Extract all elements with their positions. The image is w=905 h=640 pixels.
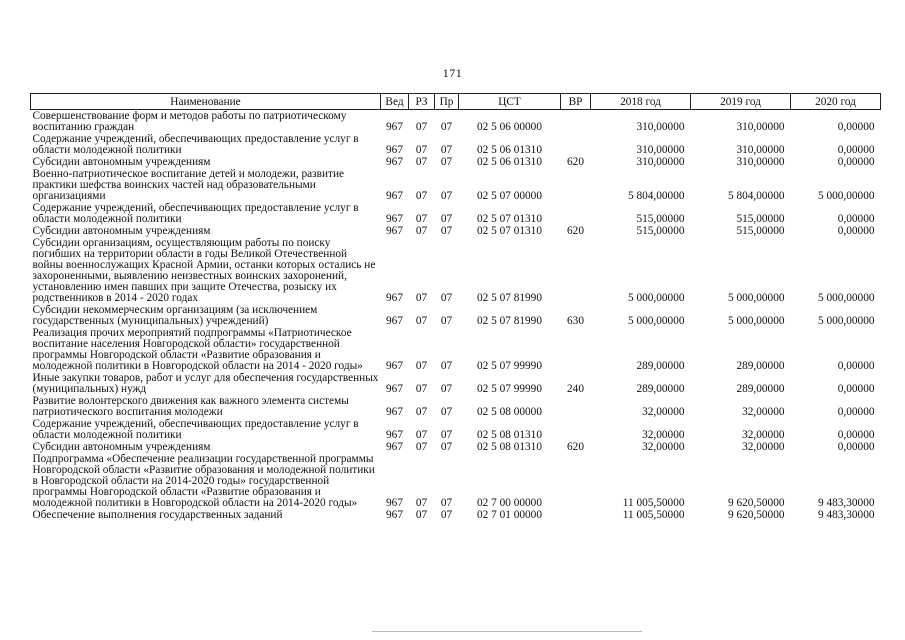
header-vr: ВР (561, 94, 591, 110)
row-cst: 02 5 07 81990 (477, 292, 542, 304)
row-amount-2019: 310,00000 (736, 121, 785, 133)
row-rz: 07 (415, 156, 428, 168)
row-amount-2018: 310,00000 (636, 144, 685, 156)
row-amount-2020: 5 000,00000 (818, 292, 875, 304)
row-ved: 967 (386, 144, 403, 156)
row-cst: 02 5 07 99990 (477, 383, 542, 395)
row-vr (561, 453, 591, 509)
table-row (31, 509, 881, 521)
row-pr: 07 (440, 144, 453, 156)
row-amount-2020: 9 483,30000 (818, 497, 875, 509)
row-rz: 07 (415, 497, 428, 509)
row-vr (561, 395, 591, 418)
table-row (31, 304, 881, 327)
row-ved: 967 (386, 121, 403, 133)
row-cst: 02 5 07 01310 (477, 225, 542, 237)
row-amount-2020: 0,00000 (837, 441, 875, 453)
row-amount-2020: 0,00000 (837, 213, 875, 225)
row-ved: 967 (386, 315, 403, 327)
row-cst: 02 5 08 01310 (477, 441, 542, 453)
row-amount-2020: 9 483,30000 (818, 509, 875, 521)
row-amount-2019: 5 804,00000 (728, 190, 785, 202)
row-vr (561, 237, 591, 304)
row-rz: 07 (415, 190, 428, 202)
row-amount-2019: 515,00000 (736, 213, 785, 225)
row-name: Субсидии некоммерческим организациям (за исключением государственных (муниципальных) учреждений) (32, 304, 318, 327)
row-cst: 02 5 07 01310 (477, 213, 542, 225)
row-pr: 07 (440, 121, 453, 133)
row-amount-2018: 32,00000 (642, 429, 685, 441)
row-amount-2020: 0,00000 (837, 144, 875, 156)
row-pr: 07 (440, 441, 453, 453)
table-body (31, 110, 881, 522)
row-pr: 07 (440, 292, 453, 304)
row-amount-2018: 5 000,00000 (628, 315, 685, 327)
row-ved: 967 (386, 156, 403, 168)
row-vr: 630 (567, 315, 584, 327)
header-name: Наименование (31, 94, 381, 110)
row-ved: 967 (386, 383, 403, 395)
row-name: Содержание учреждений, обеспечивающих предоставление услуг в области молодежной политики (32, 418, 359, 441)
row-amount-2020: 0,00000 (837, 225, 875, 237)
table-header (31, 94, 881, 110)
row-pr: 07 (440, 509, 453, 521)
row-amount-2020: 5 000,00000 (818, 190, 875, 202)
row-name: Содержание учреждений, обеспечивающих предоставление услуг в области молодежной политики (32, 202, 359, 225)
row-amount-2018: 289,00000 (636, 383, 685, 395)
row-amount-2019: 289,00000 (736, 360, 785, 372)
table-row (31, 418, 881, 441)
row-pr: 07 (440, 406, 453, 418)
row-amount-2018: 289,00000 (636, 360, 685, 372)
row-pr: 07 (440, 225, 453, 237)
row-vr (561, 418, 591, 441)
table-row (31, 441, 881, 453)
row-amount-2020: 0,00000 (837, 360, 875, 372)
row-amount-2019: 5 000,00000 (728, 315, 785, 327)
row-rz: 07 (415, 144, 428, 156)
row-ved: 967 (386, 292, 403, 304)
row-amount-2018: 11 005,50000 (622, 497, 685, 509)
row-vr: 620 (567, 156, 584, 168)
row-amount-2019: 515,00000 (736, 225, 785, 237)
row-amount-2020: 0,00000 (837, 121, 875, 133)
row-vr (561, 202, 591, 225)
row-ved: 967 (386, 213, 403, 225)
row-name: Субсидии автономным учреждениям (32, 156, 211, 168)
row-ved: 967 (386, 406, 403, 418)
table-row (31, 110, 881, 134)
row-rz: 07 (415, 121, 428, 133)
header-cst: ЦСТ (459, 94, 561, 110)
budget-table (30, 93, 881, 521)
header-pr: Пр (435, 94, 459, 110)
row-rz: 07 (415, 315, 428, 327)
row-pr: 07 (440, 315, 453, 327)
table-row (31, 133, 881, 156)
row-rz: 07 (415, 360, 428, 372)
row-cst: 02 7 01 00000 (477, 509, 542, 521)
row-name: Развитие волонтерского движения как важного элемента системы патриотического воспитания молодежи (32, 395, 349, 418)
row-rz: 07 (415, 429, 428, 441)
row-amount-2019: 310,00000 (736, 156, 785, 168)
row-rz: 07 (415, 509, 428, 521)
page-number: 171 (442, 66, 463, 80)
row-amount-2018: 11 005,50000 (622, 509, 685, 521)
row-cst: 02 5 08 01310 (477, 429, 542, 441)
row-name: Содержание учреждений, обеспечивающих предоставление услуг в области молодежной политики (32, 133, 359, 156)
row-amount-2019: 5 000,00000 (728, 292, 785, 304)
row-vr: 240 (567, 383, 584, 395)
row-rz: 07 (415, 292, 428, 304)
row-name: Субсидии автономным учреждениям (32, 441, 211, 453)
row-amount-2019: 289,00000 (736, 383, 785, 395)
row-pr: 07 (440, 360, 453, 372)
row-name: Совершенствование форм и методов работы по патриотическому воспитанию граждан (32, 110, 347, 133)
row-name: Подпрограмма «Обеспечение реализации государственной программы Новгородской области «Развитие образования и молодежной политики в Новгородской области на 2014-2020 годы» государственной программы Новгородской области «Развитие образования и молодежной политики в Новгородской области на 2014-2020 годы» (32, 453, 375, 509)
row-rz: 07 (415, 213, 428, 225)
row-rz: 07 (415, 383, 428, 395)
row-pr: 07 (440, 383, 453, 395)
row-rz: 07 (415, 406, 428, 418)
row-name: Субсидии автономным учреждениям (32, 225, 211, 237)
row-cst: 02 5 08 00000 (477, 406, 542, 418)
row-name: Реализация прочих мероприятий подпрограммы «Патриотическое воспитание населения Новгородской области» государственной программы Новгородской области «Развитие образования и молодежной политики в Новгородской области на 2014 - 2020 годы» (32, 327, 363, 372)
row-pr: 07 (440, 156, 453, 168)
row-vr (561, 133, 591, 156)
row-ved: 967 (386, 441, 403, 453)
row-amount-2018: 515,00000 (636, 225, 685, 237)
row-vr: 620 (567, 225, 584, 237)
row-cst: 02 5 06 00000 (477, 121, 542, 133)
row-amount-2018: 5 804,00000 (628, 190, 685, 202)
row-cst: 02 5 06 01310 (477, 156, 542, 168)
row-ved: 967 (386, 509, 403, 521)
row-amount-2019: 9 620,50000 (728, 497, 785, 509)
row-amount-2020: 0,00000 (837, 429, 875, 441)
row-amount-2018: 515,00000 (636, 213, 685, 225)
row-amount-2018: 5 000,00000 (628, 292, 685, 304)
row-pr: 07 (440, 213, 453, 225)
table-row (31, 372, 881, 395)
row-amount-2019: 310,00000 (736, 144, 785, 156)
row-vr (561, 168, 591, 202)
row-ved: 967 (386, 190, 403, 202)
header-rz: РЗ (409, 94, 435, 110)
row-name: Субсидии организациям, осуществляющим работы по поиску погибших на территории области в годы Великой Отечественной войны военнослужащих Красной Армии, останки которых остались не захороненными, выявлению неизвестных воинских захоронений, установлению имен павших при защите Отечества, розыску их родственников в 2014 - 2020 годах (32, 237, 376, 304)
header-2019: 2019 год (691, 94, 791, 110)
table-row (31, 168, 881, 202)
row-ved: 967 (386, 497, 403, 509)
table-row (31, 202, 881, 225)
row-amount-2019: 32,00000 (742, 441, 785, 453)
row-amount-2018: 32,00000 (642, 441, 685, 453)
row-cst: 02 5 06 01310 (477, 144, 542, 156)
header-ved: Вед (381, 94, 409, 110)
row-amount-2019: 32,00000 (742, 406, 785, 418)
row-ved: 967 (386, 360, 403, 372)
row-cst: 02 7 00 00000 (477, 497, 542, 509)
row-amount-2020: 0,00000 (837, 156, 875, 168)
row-cst: 02 5 07 99990 (477, 360, 542, 372)
row-name: Военно-патриотическое воспитание детей и молодежи, развитие практики шефства воинских частей над образовательными организациями (32, 168, 345, 202)
table-row (31, 395, 881, 418)
row-ved: 967 (386, 429, 403, 441)
row-pr: 07 (440, 497, 453, 509)
row-pr: 07 (440, 190, 453, 202)
row-vr: 620 (567, 441, 584, 453)
bottom-divider (372, 631, 642, 632)
row-name: Иные закупки товаров, работ и услуг для обеспечения государственных (муниципальных) нужд (32, 372, 379, 395)
row-amount-2019: 9 620,50000 (728, 509, 785, 521)
row-amount-2018: 310,00000 (636, 156, 685, 168)
row-amount-2020: 0,00000 (837, 383, 875, 395)
table-row (31, 225, 881, 237)
row-amount-2019: 32,00000 (742, 429, 785, 441)
row-vr (561, 327, 591, 372)
table-row (31, 237, 881, 304)
table-row (31, 327, 881, 372)
row-vr (561, 509, 591, 521)
row-vr (561, 110, 591, 134)
row-ved: 967 (386, 225, 403, 237)
row-amount-2018: 310,00000 (636, 121, 685, 133)
row-amount-2018: 32,00000 (642, 406, 685, 418)
row-cst: 02 5 07 00000 (477, 190, 542, 202)
row-amount-2020: 0,00000 (837, 406, 875, 418)
row-pr: 07 (440, 429, 453, 441)
header-2020: 2020 год (791, 94, 881, 110)
table-row (31, 156, 881, 168)
header-2018: 2018 год (591, 94, 691, 110)
table-row (31, 453, 881, 509)
row-name: Обеспечение выполнения государственных заданий (32, 509, 283, 521)
row-rz: 07 (415, 441, 428, 453)
row-rz: 07 (415, 225, 428, 237)
row-cst: 02 5 07 81990 (477, 315, 542, 327)
row-amount-2020: 5 000,00000 (818, 315, 875, 327)
